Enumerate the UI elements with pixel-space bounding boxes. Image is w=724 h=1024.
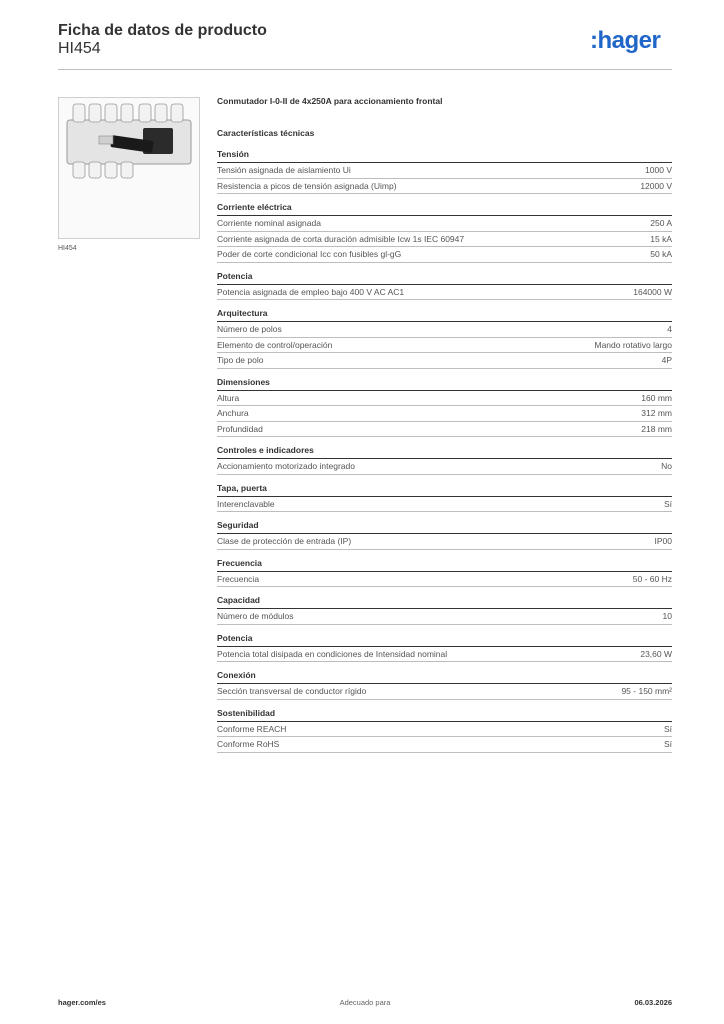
group-title: Sostenibilidad (217, 708, 672, 722)
spec-value: 250 A (650, 218, 672, 229)
spec-group (217, 271, 672, 301)
spec-group (217, 149, 672, 194)
spec-row (217, 422, 672, 438)
group-title: Conexión (217, 670, 672, 684)
spec-label: Potencia asignada de empleo bajo 400 V AC AC1 (217, 286, 405, 297)
spec-value: 50 - 60 Hz (632, 573, 672, 584)
section-heading: Características técnicas (217, 128, 315, 138)
footer-center-text: Adecuado para (339, 998, 391, 1007)
spec-row (217, 737, 672, 753)
spec-row (217, 163, 672, 179)
spec-value: Mando rotativo largo (594, 339, 672, 350)
spec-label: Interenclavable (217, 498, 275, 509)
document-title: Ficha de datos de producto (58, 22, 267, 39)
image-caption: HI454 (58, 245, 77, 252)
spec-label: Anchura (217, 408, 249, 419)
spec-value: 95 - 150 mm² (621, 686, 672, 697)
spec-label: Tipo de polo (217, 355, 264, 366)
spec-group (217, 558, 672, 588)
spec-label: Corriente nominal asignada (217, 218, 321, 229)
spec-group (217, 595, 672, 625)
spec-value: Sí (663, 739, 672, 750)
header-divider (58, 69, 672, 70)
group-title: Tensión (217, 149, 672, 163)
product-image (58, 97, 200, 239)
spec-label: Profundidad (217, 423, 263, 434)
spec-row (217, 647, 672, 663)
group-title: Corriente eléctrica (217, 202, 672, 216)
footer-date: 06.03.2026 (634, 998, 672, 1007)
spec-row (217, 179, 672, 195)
spec-group (217, 445, 672, 475)
spec-row (217, 609, 672, 625)
spec-row (217, 391, 672, 407)
product-code: HI454 (58, 40, 101, 57)
spec-value: No (661, 461, 672, 472)
spec-group (217, 708, 672, 753)
spec-content (217, 96, 672, 761)
spec-value: 312 mm (641, 408, 672, 419)
spec-row (217, 572, 672, 588)
spec-label: Conforme RoHS (217, 739, 280, 750)
spec-row (217, 216, 672, 232)
spec-label: Potencia total disipada en condiciones de Intensidad nominal (217, 648, 448, 659)
page-header (58, 22, 672, 70)
spec-value: 160 mm (641, 392, 672, 403)
spec-label: Poder de corte condicional Icc con fusibles gl-gG (217, 249, 402, 260)
spec-value: 218 mm (641, 423, 672, 434)
spec-group (217, 202, 672, 263)
product-photo-icon (59, 98, 199, 238)
group-title: Controles e indicadores (217, 445, 672, 459)
spec-row (217, 684, 672, 700)
spec-label: Corriente asignada de corta duración admisible Icw 1s IEC 60947 (217, 233, 465, 244)
group-title: Capacidad (217, 595, 672, 609)
spec-label: Resistencia a picos de tensión asignada (Uimp) (217, 180, 397, 191)
group-title: Frecuencia (217, 558, 672, 572)
spec-label: Elemento de control/operación (217, 339, 333, 350)
spec-row (217, 534, 672, 550)
spec-label: Accionamiento motorizado integrado (217, 461, 355, 472)
spec-value: Sí (663, 498, 672, 509)
group-title: Potencia (217, 271, 672, 285)
spec-row (217, 353, 672, 369)
spec-row (217, 338, 672, 354)
group-title: Seguridad (217, 520, 672, 534)
spec-row (217, 322, 672, 338)
spec-label: Conforme REACH (217, 723, 287, 734)
spec-value: 4P (661, 355, 672, 366)
spec-label: Frecuencia (217, 573, 260, 584)
spec-row (217, 722, 672, 738)
spec-group (217, 670, 672, 700)
hager-logo (590, 28, 672, 54)
spec-value: 4 (667, 324, 672, 335)
spec-value: 12000 V (640, 180, 672, 191)
page-footer (58, 998, 672, 1012)
group-title: Tapa, puerta (217, 483, 672, 497)
spec-group (217, 308, 672, 369)
spec-row (217, 406, 672, 422)
spec-label: Número de módulos (217, 611, 294, 622)
spec-value: IP00 (654, 536, 672, 547)
group-title: Arquitectura (217, 308, 672, 322)
spec-value: 23,60 W (640, 648, 672, 659)
spec-row (217, 459, 672, 475)
spec-row (217, 285, 672, 301)
logo-text: :hager (590, 28, 661, 54)
spec-value: 50 kA (650, 249, 672, 260)
spec-label: Número de polos (217, 324, 282, 335)
spec-value: 164000 W (633, 286, 672, 297)
footer-website: hager.com/es (58, 998, 106, 1007)
product-description: Conmutador I-0-II de 4x250A para accionamiento frontal (217, 96, 443, 106)
spec-value: 1000 V (645, 165, 672, 176)
spec-group (217, 520, 672, 550)
spec-value: 15 kA (650, 233, 672, 244)
spec-row (217, 247, 672, 263)
spec-label: Tensión asignada de aislamiento Ui (217, 165, 351, 176)
spec-row (217, 497, 672, 513)
spec-groups (217, 149, 672, 753)
spec-group (217, 377, 672, 438)
group-title: Potencia (217, 633, 672, 647)
spec-group (217, 633, 672, 663)
spec-value: 10 (662, 611, 672, 622)
spec-label: Clase de protección de entrada (IP) (217, 536, 352, 547)
spec-label: Sección transversal de conductor rígido (217, 686, 367, 697)
spec-row (217, 232, 672, 248)
spec-group (217, 483, 672, 513)
spec-value: Sí (663, 723, 672, 734)
group-title: Dimensiones (217, 377, 672, 391)
spec-label: Altura (217, 392, 240, 403)
